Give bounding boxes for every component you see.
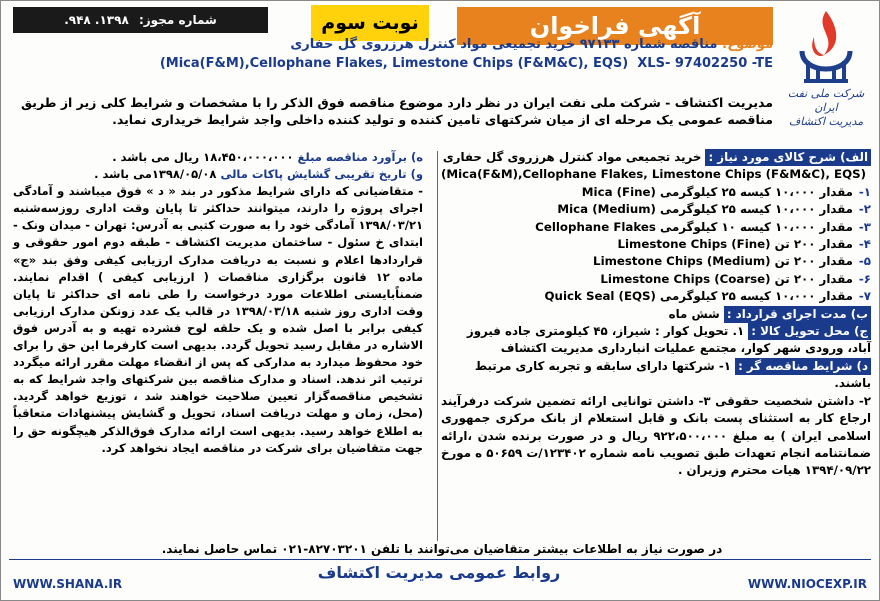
subject-materials xyxy=(13,54,773,73)
item-number: ۴- xyxy=(858,237,871,252)
subject-label: موضوع: xyxy=(722,37,773,52)
section-v xyxy=(13,166,423,183)
section-h-label: ه) برآورد مناقصه مبلغ xyxy=(297,150,423,164)
item-text: مقدار ۲۰۰ تن Limestone Chips (Medium) xyxy=(593,254,853,269)
logo-division: مدیریت اکتشاف xyxy=(788,115,864,128)
item-text: مقدار ۱۰،۰۰۰ کیسه ۲۵ کیلوگرمی Mica (Medium) xyxy=(557,202,853,217)
section-a-text: خرید تجمیعی مواد کنترل هرزروی گل حفاری xyxy=(442,150,702,164)
logo-company: شرکت ملی نفت ایران xyxy=(787,87,865,114)
shana-url[interactable]: WWW.SHANA.IR xyxy=(13,577,123,591)
item-text: مقدار ۱۰،۰۰۰ کیسه ۲۵ کیلوگرمی Mica (Fine) xyxy=(581,184,853,199)
subject-code: XLS- 97402250 -TE xyxy=(637,56,773,71)
subject-block xyxy=(13,35,773,73)
section-d xyxy=(441,358,871,393)
notice-title: آگهی فراخوان xyxy=(457,7,773,45)
section-d-label: د) شرایط مناقصه گر : xyxy=(735,358,871,375)
nioc-flame-icon xyxy=(794,7,858,87)
public-relations-signature: روابط عمومی مدیریت اکتشاف xyxy=(317,563,561,582)
item-text: مقدار ۲۰۰ تن Limestone Chips (Coarse) xyxy=(600,271,853,286)
item-number: ۵- xyxy=(858,254,871,269)
section-c-label: ج) محل تحویل کالا : xyxy=(748,323,871,340)
section-h-value: ۱۸،۴۵۰،۰۰۰،۰۰۰ ریال می باشد . xyxy=(112,150,294,164)
section-d-item1: ۱- شرکتها دارای سابقه و تجربه کاری مرتبط باشند. xyxy=(474,358,871,391)
section-v-value: ۱۳۹۸/۰۵/۰۸می باشد . xyxy=(94,167,217,182)
intro-paragraph: مدیریت اکتشاف - شرکت ملی نفت ایران در نظر دارد موضوع مناقصه فوق الذکر را با مشخصات و شرایط کلی زیر از طریق مناقصه عمومی یک مرحله ای از میان شرکتهای تامین کننده و تولید کننده داخلی واجد شرایط خریداری نماید. xyxy=(20,95,773,127)
left-body-text: - متقاضیانی که دارای شرایط مذکور در بند « د » فوق میباشند و آمادگی اجرای پروژه را دارند، میتوانند حداکثر تا پایان وقت اداری روزسه‌شنبه ۱۳۹۸/۰۳/۲۱ آمادگی خود را به صورت کتبی به آدرس: تهران - میدان ونک - ابتدای خ سئول - ساختمان مدیریت اکتشاف - طبقه دوم امور حقوقی و قراردادها اعلام و نسبت به دریافت مدارک ارزیابی کیفی وفق بند «ج» ماده ۱۲ قانون برگزاری مناقصات ( ارزیابی کیفی ) اقدام نمایند. ضمناًبایستی اطلاعات مورد درخواست را طی نامه ای حداکثر تا پایان وقت اداری روز شنبه ۱۳۹۸/۰۳/۱۸ در قالب یک عدد زونکن مدارک ارزیابی کیفی برابر با اصل شده و یک حلقه لوح فشرده تهیه و به آدرس فوق الاشاره در مقابل رسید تحویل گردد. بدیهی است کارفرما این حق را برای خود محفوظ میدارد به مدارکی که پس از انقضاء مهلت مقرر ارائه میگردد ترتیب اثر ندهد. اسناد و مدارک مناقصه بین شرکتهای واجد شرایط که به تشخیص مناقصه‌گزار تعیین صلاحیت خواهند شد ، توزیع خواهد گردید. (محل، زمان و مهلت دریافت اسناد، تحویل و گشایش پیشنهادات متعاقباً به اطلاع خواهد رسید. بدیهی است ارائه مدارک فوق‌الذکر هیچگونه حق را جهت متقاضیان برای شرکت در مناقصه ایجاد نخواهد کرد. xyxy=(13,184,423,455)
list-item xyxy=(441,271,871,288)
section-b-value: شش ماه xyxy=(668,306,720,321)
section-b xyxy=(441,306,871,323)
nioc-logo xyxy=(781,7,871,129)
footer-rule xyxy=(9,559,871,560)
permit-number: ۱۳۹۸. ۹۴۸. xyxy=(64,13,129,27)
section-a-materials: (Mica(F&M),Cellophane Flakes, Limestone Chips (F&M&C), EQS) xyxy=(441,167,867,182)
section-c-text: ۱. تحویل کوار : شیراز، ۴۵ کیلومتری جاده فیروز آباد، ورودی شهر کوار، مجتمع عملیات انبارداری مدیریت اکتشاف xyxy=(466,324,871,356)
item-number: ۲- xyxy=(858,202,871,217)
item-number: ۳- xyxy=(858,219,871,234)
subject-materials-text: (Mica(F&M),Cellophane Flakes, Limestone Chips (F&M&C), EQS) xyxy=(159,56,629,71)
permit-label: شماره مجوز: xyxy=(138,13,217,27)
subject-text: مناقصه شماره ۹۷۱۳۳ خرید تجمیعی مواد کنترل هرزروی گل حفاری xyxy=(290,37,718,52)
niocexp-url[interactable]: WWW.NIOCEXP.IR xyxy=(747,577,867,591)
section-c xyxy=(441,323,871,358)
section-v-label: و) تاریخ تقریبی گشایش پاکات مالی xyxy=(220,167,423,182)
list-item xyxy=(441,184,871,201)
item-number: ۷- xyxy=(858,289,871,304)
section-a xyxy=(441,149,871,166)
left-column xyxy=(13,149,423,457)
column-divider xyxy=(437,151,438,541)
item-text: مقدار ۱۰،۰۰۰ کیسه ۱۰ کیلوگرمی Cellophane Flakes xyxy=(535,219,853,234)
section-d-item2: ۲- داشتن شخصیت حقوقی ۳- داشتن توانایی ارائه تضمین شرکت درفرآیند ارجاع کار به استثنای پست بانک و قابل استعلام از بانک مرکزی جمهوری اسلامی ایران ) به مبلغ ۹۲۲،۵۰۰،۰۰۰ ریال و در صورت برنده شدن ،ارائه ضمانتنامه انجام تعهدات طبق تصویب نامه شماره ۱۲۳۴۰۲/ت ۵۰۶۵۹ ه مورخ ۱۳۹۴/۰۹/۲۲ هیات محترم وزیران . xyxy=(441,393,871,478)
item-number: ۶- xyxy=(858,271,871,286)
item-text: مقدار ۱۰،۰۰۰ کیسه ۲۵ کیلوگرمی Quick Seal (EQS) xyxy=(544,289,853,304)
item-number: ۱- xyxy=(858,184,871,199)
section-b-label: ب) مدت اجرای قرارداد : xyxy=(724,306,871,323)
list-item xyxy=(441,236,871,253)
section-a-label: الف) شرح کالای مورد نیاز : xyxy=(705,149,871,166)
section-h xyxy=(13,149,423,166)
item-text: مقدار ۲۰۰ تن Limestone Chips (Fine) xyxy=(617,237,853,252)
list-item xyxy=(441,219,871,236)
right-column xyxy=(441,149,871,480)
list-item xyxy=(441,201,871,218)
contact-note: در صورت نیاز به اطلاعات بیشتر متقاضیان می‌توانند با تلفن ۸۲۷۰۳۲۰۱-۰۲۱ تماس حاصل نمایند. xyxy=(161,542,723,556)
item-list xyxy=(441,184,871,306)
permit-box xyxy=(13,7,268,33)
list-item xyxy=(441,253,871,270)
list-item xyxy=(441,288,871,305)
round-badge: نوبت سوم xyxy=(311,5,429,41)
